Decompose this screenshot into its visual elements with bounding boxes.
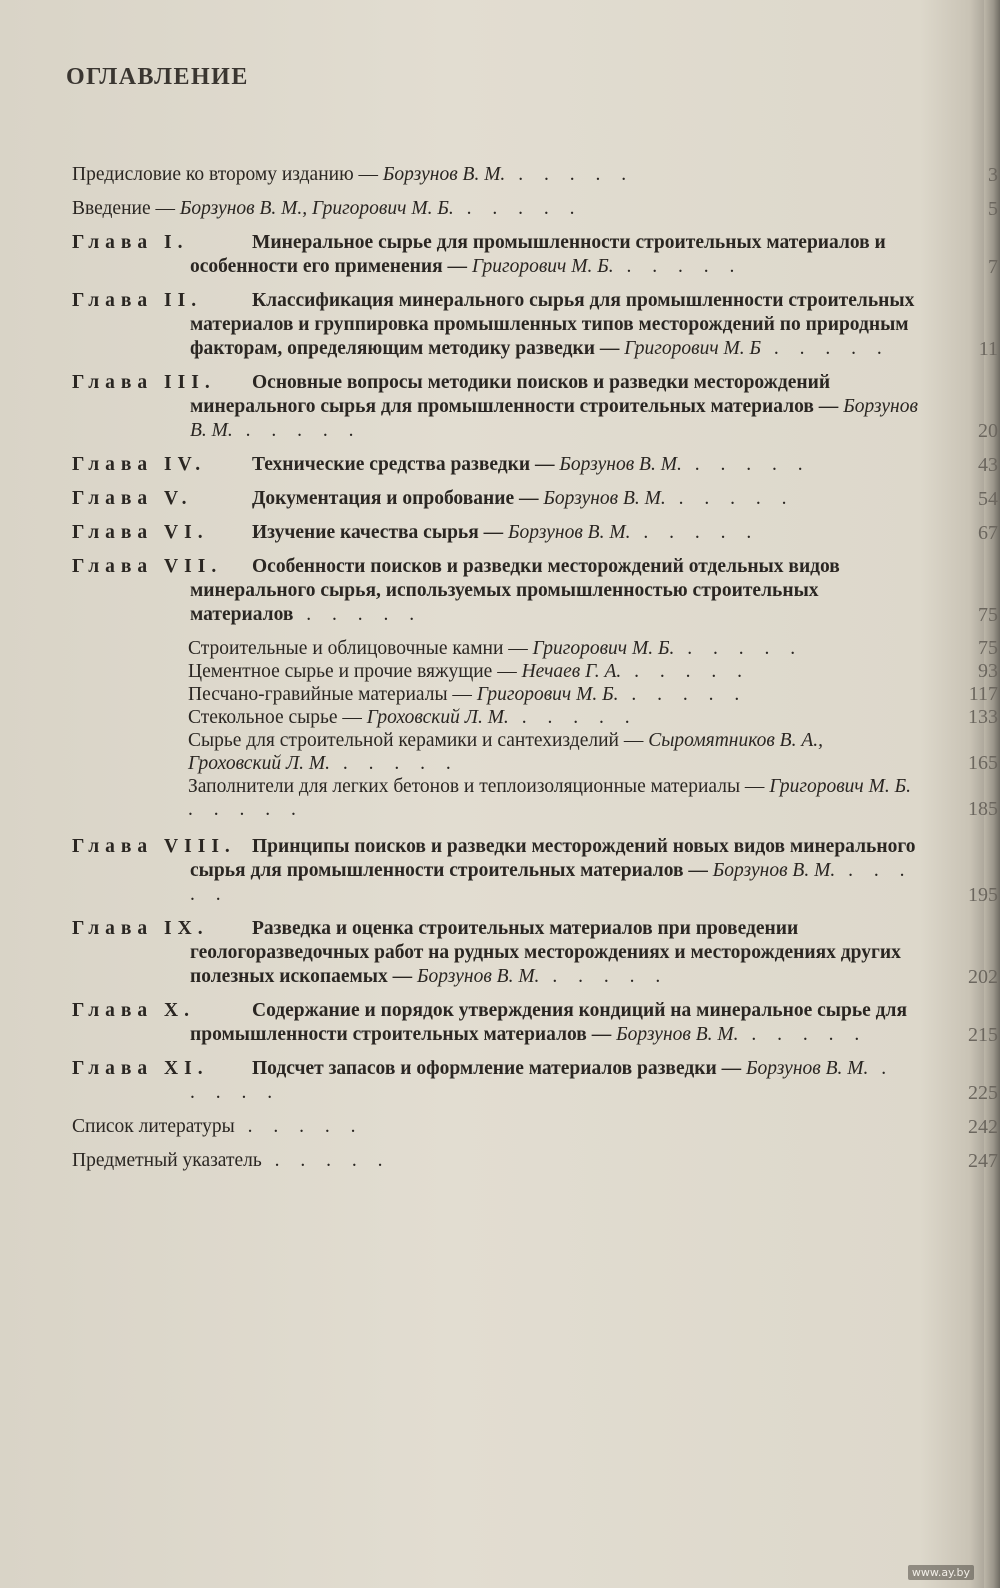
page-number: 225: [968, 1082, 998, 1104]
page-number: 75: [978, 604, 998, 626]
toc-section-entry: [188, 637, 998, 660]
toc-entry: [72, 1115, 998, 1139]
chapter-label: Глава IV.: [72, 454, 207, 475]
dot-leader: . . . . .: [761, 338, 890, 359]
page-number: 75: [978, 637, 998, 659]
dot-leader: . . . . .: [681, 454, 811, 475]
page-number: 247: [968, 1150, 998, 1172]
dot-leader: . . . . .: [505, 164, 635, 185]
dot-leader: . . . . .: [674, 638, 804, 659]
entry-author: Борзунов В. М.: [417, 966, 540, 987]
entry-author: Борзунов В. М., Григорович М. Б.: [179, 198, 454, 219]
dot-leader: . . . . .: [190, 860, 913, 905]
entry-title: Содержание и порядок утверждения кондиций на минеральное сырье для промышленности строительных материалов —: [190, 1000, 908, 1045]
dot-leader: . . . . .: [738, 1024, 868, 1045]
entry-author: Нечаев Г. А.: [521, 661, 622, 682]
entry-title: Цементное сырье и прочие вяжущие —: [188, 661, 522, 682]
entry-author: Григорович М. Б.: [769, 776, 911, 797]
entry-author: Борзунов В. М.: [616, 1024, 739, 1045]
toc-section-entry: [188, 775, 998, 821]
entry-title: Предисловие ко второму изданию —: [72, 164, 383, 185]
page-number: 93: [978, 660, 998, 682]
toc-chapter-entry: [72, 487, 998, 511]
page-number: 215: [968, 1024, 998, 1046]
chapter-label: Глава IX.: [72, 918, 209, 939]
entry-title: Разведка и оценка строительных материалов при проведении геологоразведочных работ на рудных месторождениях и месторождениях других полезных ископаемых —: [190, 918, 901, 987]
entry-title: Основные вопросы методики поисков и разведки месторождений минерального сырья для промышленности строительных материалов —: [190, 372, 844, 417]
dot-leader: . . . . .: [190, 1058, 895, 1103]
page-number: 7: [988, 256, 998, 278]
chapter-label: Глава X.: [72, 1000, 196, 1021]
entry-author: Борзунов В. М.: [190, 396, 918, 441]
entry-title: Стекольное сырье —: [188, 707, 367, 728]
entry-title: Документация и опробование —: [252, 488, 544, 509]
entry-title: Введение —: [72, 198, 180, 219]
chapter-label: Глава V.: [72, 488, 193, 509]
toc-chapter-entry: [72, 999, 998, 1047]
page-number: 11: [978, 338, 998, 360]
toc-chapter-entry: [72, 371, 998, 443]
entry-title: Особенности поисков и разведки месторождений отдельных видов минерального сырья, используемых промышленностью строительных материалов: [190, 556, 840, 625]
toc-chapter-entry: [72, 289, 998, 361]
toc-section-entry: [188, 729, 998, 775]
chapter-label: Глава XI.: [72, 1058, 209, 1079]
toc-entry: [72, 163, 998, 187]
dot-leader: . . . . .: [261, 1150, 391, 1171]
toc-chapter-entry: [72, 521, 998, 545]
entry-title: Сырье для строительной керамики и сантехизделий —: [188, 730, 649, 751]
entry-author: Григорович М. Б: [624, 338, 762, 359]
dot-leader: . . . . .: [618, 684, 748, 705]
entry-author: Борзунов В. М.: [745, 1058, 869, 1079]
toc-section-entry: [188, 706, 998, 729]
chapter-label: Глава II.: [72, 290, 203, 311]
entry-author: Григорович М. Б.: [471, 256, 614, 277]
entry-title: Классификация минерального сырья для промышленности строительных материалов и группировка промышленных типов месторождений по природным факторам, определяющим методику разведки —: [190, 290, 915, 359]
toc-chapter-entry: [72, 917, 998, 989]
dot-leader: . . . . .: [508, 707, 638, 728]
dot-leader: . . . . .: [293, 604, 423, 625]
entry-title: Подсчет запасов и оформление материалов разведки —: [252, 1058, 746, 1079]
chapter-label: Глава III.: [72, 372, 216, 393]
page-number: 165: [968, 752, 998, 774]
dot-leader: . . . . .: [665, 488, 795, 509]
entry-author: Гроховский Л. М.: [366, 707, 509, 728]
toc-chapter-entry: [72, 555, 998, 627]
toc-section-entry: [188, 683, 998, 706]
chapter-label: Глава VIII.: [72, 836, 236, 857]
entry-title: Песчано-гравийные материалы —: [188, 684, 477, 705]
page-number: 54: [978, 488, 998, 510]
chapter-label: Глава VI.: [72, 522, 209, 543]
dot-leader: . . . . .: [539, 966, 669, 987]
page-number: 185: [968, 798, 998, 820]
entry-title: Технические средства разведки —: [252, 454, 560, 475]
page-number: 202: [968, 966, 998, 988]
dot-leader: . . . . .: [630, 522, 760, 543]
dot-leader: . . . . .: [453, 198, 583, 219]
entry-title: Принципы поисков и разведки месторождений новых видов минерального сырья для промышленности строительных материалов —: [190, 836, 916, 881]
page-number: 43: [978, 454, 998, 476]
entry-author: Борзунов В. М.: [508, 522, 631, 543]
table-of-contents: [72, 163, 998, 1183]
entry-author: Борзунов В. М.: [543, 488, 666, 509]
dot-leader: . . . . .: [330, 753, 459, 774]
page-number: 5: [988, 198, 998, 220]
chapter-label: Глава VII.: [72, 556, 223, 577]
dot-leader: . . . . .: [232, 420, 362, 441]
page-number: 117: [968, 683, 998, 705]
page-number: 133: [968, 706, 998, 728]
entry-author: Борзунов В. М.: [712, 860, 836, 881]
page-number: 67: [978, 522, 998, 544]
toc-chapter-entry: [72, 231, 998, 279]
entry-title: Минеральное сырье для промышленности строительных материалов и особенности его применения —: [190, 232, 886, 277]
entry-title: Строительные и облицовочные камни —: [188, 638, 533, 659]
toc-chapter-entry: [72, 1057, 998, 1105]
page-number: 242: [968, 1116, 998, 1138]
toc-entry: [72, 197, 998, 221]
dot-leader: . . . . .: [613, 256, 743, 277]
toc-section-entry: [188, 660, 998, 683]
entry-title: Список литературы: [72, 1116, 235, 1137]
toc-chapter-entry: [72, 453, 998, 477]
page-number: 195: [968, 884, 998, 906]
watermark: www.ay.by: [908, 1565, 974, 1580]
toc-entry: [72, 1149, 998, 1173]
entry-author: Григорович М. Б.: [476, 684, 619, 705]
dot-leader: . . . . .: [234, 1116, 364, 1137]
page-title: ОГЛАВЛЕНИЕ: [66, 64, 249, 90]
entry-title: Предметный указатель: [72, 1150, 262, 1171]
dot-leader: . . . . .: [188, 799, 304, 820]
entry-author: Григорович М. Б.: [532, 638, 675, 659]
chapter-label: Глава I.: [72, 232, 189, 253]
toc-chapter-entry: [72, 835, 998, 907]
entry-title: Заполнители для легких бетонов и теплоизоляционные материалы —: [188, 776, 770, 797]
page-number: 3: [988, 164, 998, 186]
entry-author: Борзунов В. М.: [559, 454, 682, 475]
page-number: 20: [978, 420, 998, 442]
entry-author: Сыромятников В. А., Гроховский Л. М.: [188, 730, 823, 774]
entry-title: Изучение качества сырья —: [252, 522, 509, 543]
dot-leader: . . . . .: [621, 661, 751, 682]
entry-author: Борзунов В. М.: [382, 164, 506, 185]
